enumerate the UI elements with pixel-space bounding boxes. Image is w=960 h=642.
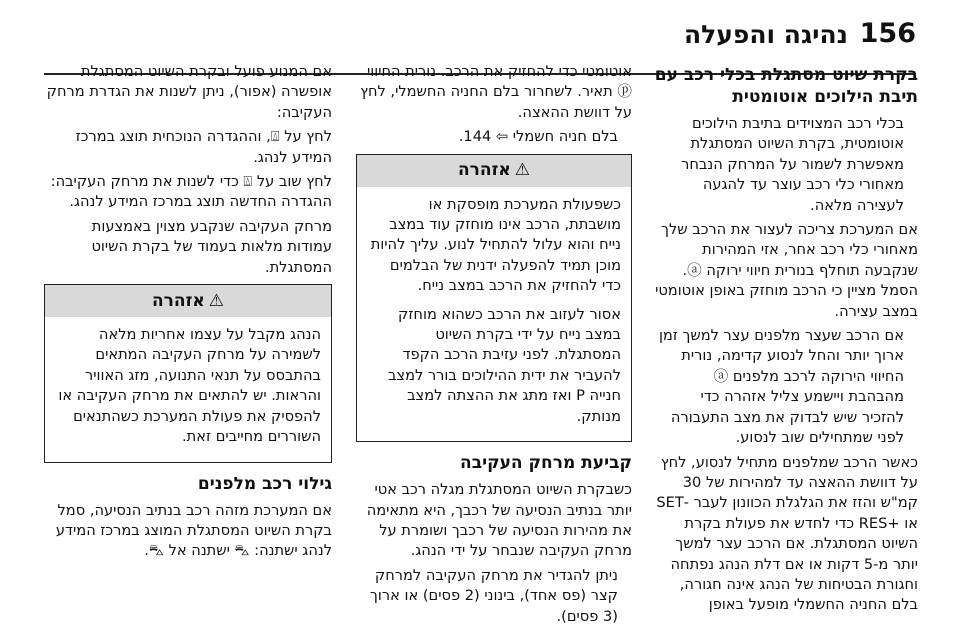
warning-header xyxy=(45,285,331,317)
warning-paragraph: הנהג מקבל על עצמו אחריות מלאה לשמירה על מרחק העקיבה המתאים בהתבסס על תנאי התנועה, מזג האוויר והראות. יש להתאים את מרחק העקיבה או להפסיק את פעולת המערכת כשהתנאים השוררים מחייבים זאת. xyxy=(58,326,321,446)
warning-box xyxy=(356,154,632,442)
paragraph: אם המערכת מזהה רכב בנתיב הנסיעה, סמל בקרת השיוט המסתגלת המוצג במרכז המידע לנהג ישתנה: ⛍ ישתנה אל ⛍. xyxy=(55,501,332,560)
column-middle xyxy=(356,62,632,631)
section-heading-following-distance: קביעת מרחק העקיבה xyxy=(460,453,632,474)
warning-title: אזהרה xyxy=(151,290,205,311)
paragraph: ניתן להגדיר את מרחק העקיבה למרחק קצר (פס אחד), בינוני (2 פסים) או ארוך (3 פסים). xyxy=(370,566,618,625)
paragraph: לחץ על ⍍, וההגדרה הנוכחית תוצג במרכז המידע לנהג. xyxy=(75,128,332,166)
warning-box xyxy=(44,284,332,462)
paragraph: אם הרכב שעצר מלפנים עצר למשך זמן ארוך יותר והחל לנסוע קדימה, נורית החיווי הירוקה לרכב מלפנים ⓐ מהבהבת ויישמע צליל אזהרה כדי להזכיר שיש לבדוק את מצב התעבורה לפני שמתחילים שוב לנסוע. xyxy=(658,327,904,447)
warning-body xyxy=(357,187,631,441)
paragraph: כאשר הרכב שמלפנים מתחיל לנסוע, לחץ על דוושת ההאצה עד למהירות של 30 קמ"ש והזז את הגלגלת הכוונון לעבר -SET או +RES כדי לחדש את פעולת בקרת השיוט המסתגלת. אם הרכב עצר למשך יותר מ-5 דקות או אם דלת הנהג נפתחה וחגורת הבטיחות של הנהג אינה חגורה, בלם החניה החשמלי מופעל באופן xyxy=(656,453,918,614)
column-right xyxy=(654,62,918,620)
warning-title: אזהרה xyxy=(457,160,511,181)
paragraph: אם המערכת צריכה לעצור את הרכב שלך מאחורי כלי רכב אחר, אזי המהירות שנקבעה תוחלף בנורית חיווי ירוקה ⓐ. הסמל מציין כי הרכב מוחזק באופן אוטומטי במצב עצירה. xyxy=(655,221,918,320)
page-number: 156 xyxy=(859,18,916,49)
paragraph: לחץ שוב על ⍍ כדי לשנות את מרחק העקיבה: ההגדרה החדשה תוצג במרכז המידע לנהג. xyxy=(50,173,332,211)
paragraph: בכלי רכב המצוידים בתיבת הילוכים אוטומטית, בקרת השיוט המסתגלת מאפשרת לשמור על המרחק הנבחר מאחורי כלי רכב עוצר עד להגעה לעצירה מלאה. xyxy=(681,115,904,214)
paragraph: מרחק העקיבה שנקבע מצוין באמצעות עמודות מלאות בעמוד של בקרת השיוט המסתגלת. xyxy=(91,217,332,276)
paragraph: כשבקרת השיוט המסתגלת מגלה רכב אטי יותר בנתיב הנסיעה של רכבך, היא מתאימה את מהירות הנסיעה של רכבך ושומרת על מרחק העקיבה שנבחר על ידי הנהג. xyxy=(366,481,632,560)
warning-paragraph: אסור לעזוב את הרכב כשהוא מוחזק במצב נייח על ידי בקרת השיוט המסתגלת. לפני עזיבת הרכב הקפד להעביר את ידית ההילוכים בורר למצב חנייה P ואז מתג את ההצתה למצב מנותק. xyxy=(388,305,621,425)
section-heading-vehicle-ahead: גילוי רכב מלפנים xyxy=(197,473,332,494)
warning-body xyxy=(45,317,331,461)
paragraph: אוטומטי כדי להחזיק את הרכב. נורית החיווי ⓟ תאיר. לשחרור בלם החניה החשמלי, לחץ על דוושת ההאצה. xyxy=(360,63,632,121)
page-header xyxy=(0,18,960,58)
warning-triangle-icon: ⚠ xyxy=(208,290,225,311)
warning-triangle-icon: ⚠ xyxy=(514,160,531,181)
cross-reference: בלם חניה חשמלי ⇦ 144. xyxy=(458,128,618,146)
section-heading-acc-automatic: בקרת שיוט מסתגלת בכלי רכב עם תיבת הילוכים אוטומטית xyxy=(654,65,918,107)
warning-header xyxy=(357,155,631,187)
warning-paragraph: כשפעולת המערכת מופסקת או מושבתת, הרכב אינו מוחזק עוד במצב נייח והוא עלול להתחיל לנוע. עליך להיות מוכן תמיד להפעלה ידנית של הבלמים כדי להחזיק את הרכב במצב נייח. xyxy=(370,195,621,295)
paragraph: אם המנוע פועל ובקרת השיוט המסתגלת אופשרה (אפור), ניתן לשנות את הגדרת מרחק העקיבה: xyxy=(46,63,332,121)
column-left xyxy=(44,62,332,566)
running-title: נהיגה והפעלה xyxy=(683,20,848,49)
